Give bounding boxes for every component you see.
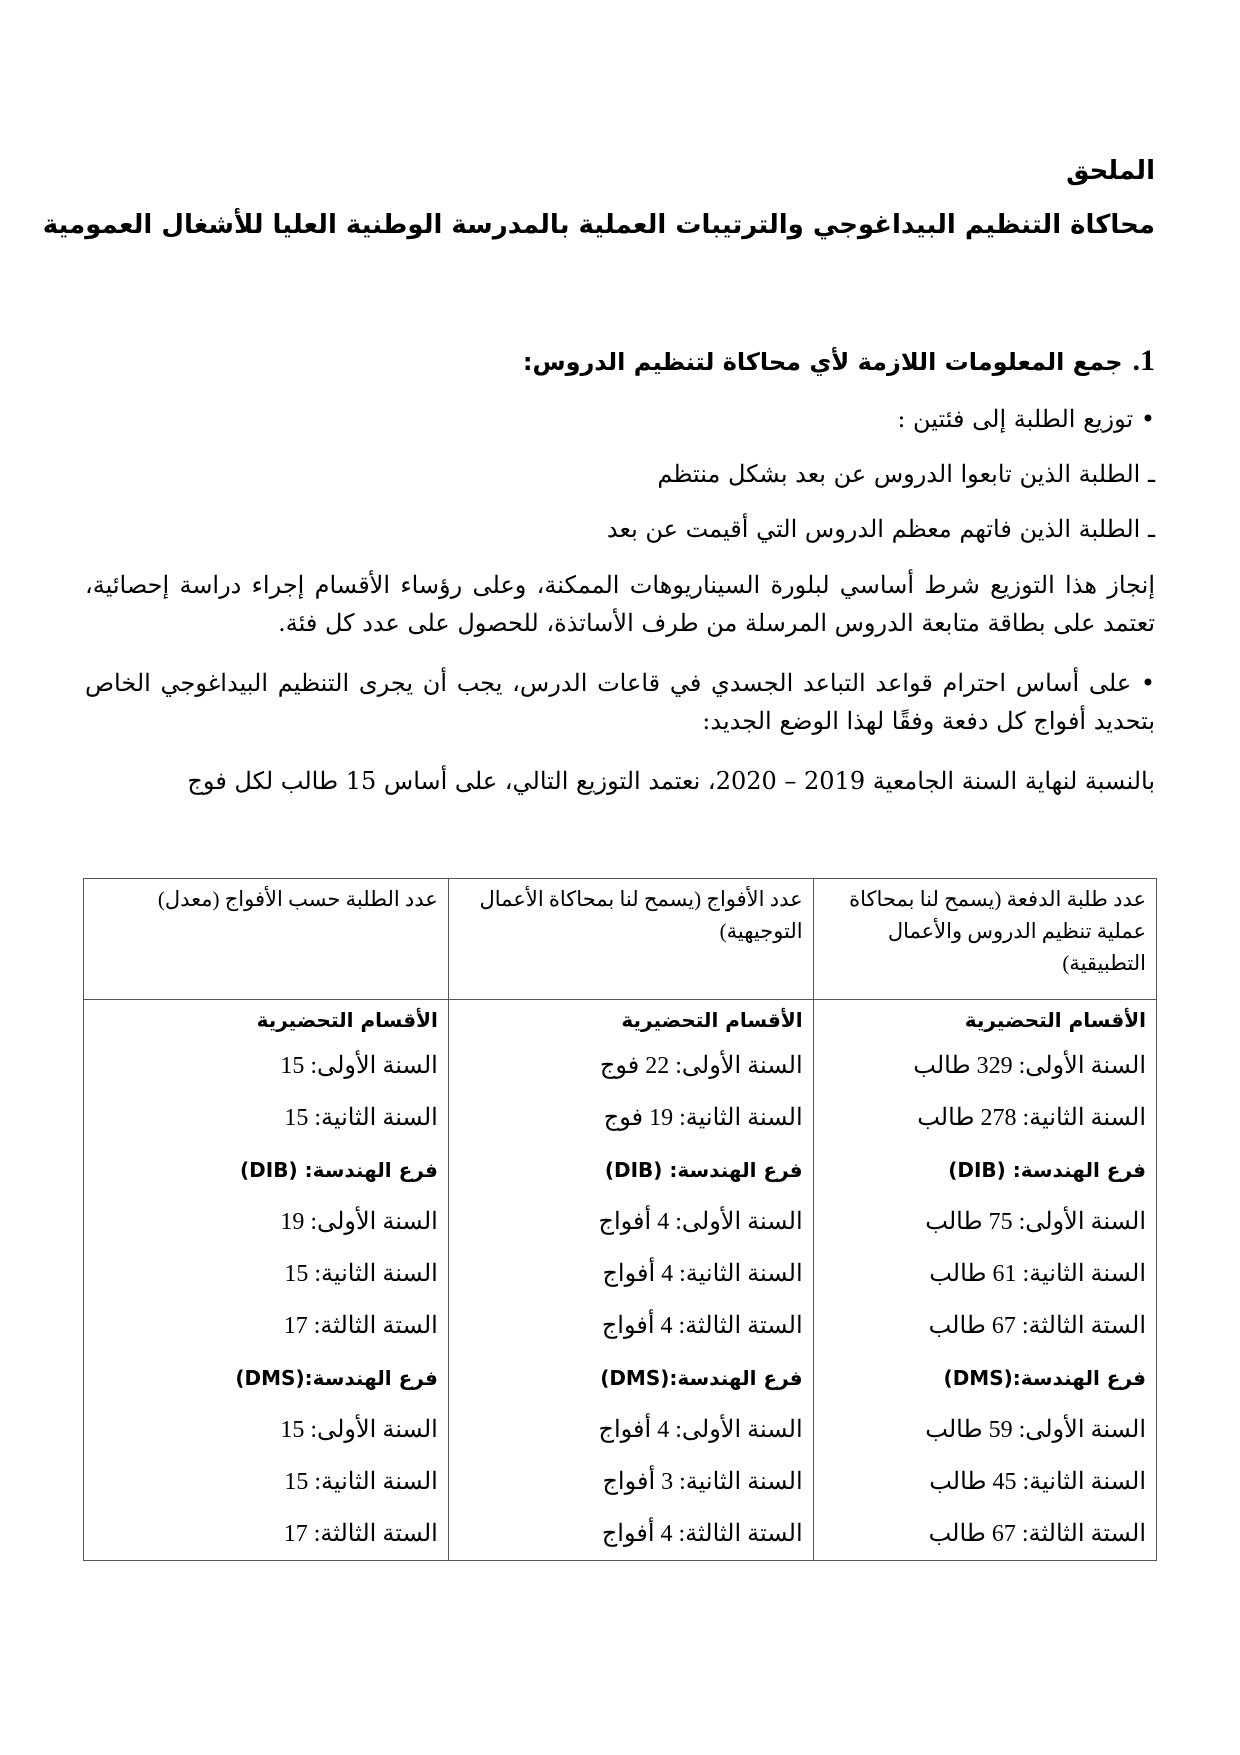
table-cell-value: الستة الثالثة: 4 أفواج [601, 1521, 803, 1547]
section-number: 1. [1132, 344, 1155, 377]
table-group-heading: فرع الهندسة:(DMS) [235, 1366, 438, 1390]
section-heading-text: جمع المعلومات اللازمة لأي محاكاة لتنظيم الدروس: [522, 348, 1123, 376]
table-cell-value: السنة الثانية: 15 [284, 1469, 438, 1495]
header-student-count: عدد طلبة الدفعة (يسمح لنا بمحاكاة عملية تنظيم الدروس والأعمال التطبيقية) [813, 879, 1156, 1000]
table-cell-value: السنة الثانية: 4 أفواج [602, 1261, 803, 1287]
table-group-heading: الأقسام التحضيرية [621, 1008, 803, 1032]
table-body-row [84, 1000, 1157, 1561]
document-title: محاكاة التنظيم البيداغوجي والترتيبات العملية بالمدرسة الوطنية العليا للأشغال العمومية [42, 210, 1155, 240]
table-cell-value: السنة الأولى: 15 [280, 1053, 438, 1079]
table-cell-value: السنة الأولى: 59 طالب [925, 1417, 1146, 1443]
table-cell-value: السنة الأولى: 4 أفواج [598, 1209, 803, 1235]
table-header-row [84, 879, 1157, 1000]
table-group-heading: الأقسام التحضيرية [256, 1008, 438, 1032]
table-group-heading: فرع الهندسة:(DMS) [943, 1366, 1146, 1390]
table-cell-value: السنة الثانية: 61 طالب [929, 1261, 1146, 1287]
table-cell-value: السنة الأولى: 329 طالب [913, 1053, 1146, 1079]
header-group-count: عدد الأفواج (يسمح لنا بمحاكاة الأعمال التوجيهية) [448, 879, 813, 1000]
distribution-table [83, 878, 1157, 1561]
bullet-distribution: • توزيع الطلبة إلى فئتين : [897, 405, 1155, 433]
table-cell-value: السنة الثانية: 3 أفواج [602, 1469, 803, 1495]
paragraph-distribution-basis: بالنسبة لنهاية السنة الجامعية 2019 – 2020، نعتمد التوزيع التالي، على أساس 15 طالب لكل فوج [187, 767, 1155, 795]
table-cell-value: السنة الثانية: 15 [284, 1105, 438, 1131]
table-cell-value: السنة الأولى: 4 أفواج [598, 1417, 803, 1443]
table-cell-value: السنة الثانية: 45 طالب [929, 1469, 1146, 1495]
column-students-per-group [84, 1000, 449, 1561]
table-group-heading: فرع الهندسة: (DIB) [604, 1158, 803, 1182]
table-group-heading: فرع الهندسة: (DIB) [240, 1158, 438, 1182]
table-cell-value: السنة الثانية: 278 طالب [917, 1105, 1146, 1131]
bullet-distancing: • على أساس احترام قواعد التباعد الجسدي في قاعات الدرس، يجب أن يجرى التنظيم البيداغوجي الخاص بتحديد أفواج كل دفعة وفقًا لهذا الوضع الجديد: [85, 669, 1155, 735]
table-cell-value: الستة الثالثة: 67 طالب [928, 1313, 1146, 1339]
header-students-per-group: عدد الطلبة حسب الأفواج (معدل) [84, 879, 449, 1000]
table-group-heading: فرع الهندسة: (DIB) [948, 1158, 1146, 1182]
paragraph-statistics: إنجاز هذا التوزيع شرط أساسي لبلورة السيناريوهات الممكنة، وعلى رؤساء الأقسام إجراء دراسة إحصائية، تعتمد على بطاقة متابعة الدروس المرسلة من طرف الأساتذة، للحصول على عدد كل فئة. [85, 571, 1156, 637]
table-cell-value: السنة الثانية: 19 فوج [603, 1105, 803, 1131]
dash-item-regular: ـ الطلبة الذين تابعوا الدروس عن بعد بشكل منتظم [657, 460, 1155, 488]
table-cell-value: الستة الثالثة: 67 طالب [928, 1521, 1146, 1547]
table-group-heading: فرع الهندسة:(DMS) [600, 1366, 803, 1390]
table-cell-value: السنة الأولى: 22 فوج [599, 1053, 803, 1079]
table-group-heading: الأقسام التحضيرية [964, 1008, 1146, 1032]
column-group-count [448, 1000, 813, 1561]
table-cell-value: الستة الثالثة: 17 [283, 1313, 438, 1339]
table-cell-value: السنة الأولى: 15 [280, 1417, 438, 1443]
dash-item-missed: ـ الطلبة الذين فاتهم معظم الدروس التي أقيمت عن بعد [606, 515, 1155, 543]
table-cell-value: السنة الثانية: 15 [284, 1261, 438, 1287]
table-cell-value: الستة الثالثة: 17 [283, 1521, 438, 1547]
column-student-count [813, 1000, 1156, 1561]
section-1-heading [523, 344, 1155, 378]
annex-heading: الملحق [1066, 156, 1155, 186]
table-cell-value: السنة الأولى: 19 [280, 1209, 438, 1235]
table-cell-value: الستة الثالثة: 4 أفواج [601, 1313, 803, 1339]
table-cell-value: السنة الأولى: 75 طالب [925, 1209, 1146, 1235]
